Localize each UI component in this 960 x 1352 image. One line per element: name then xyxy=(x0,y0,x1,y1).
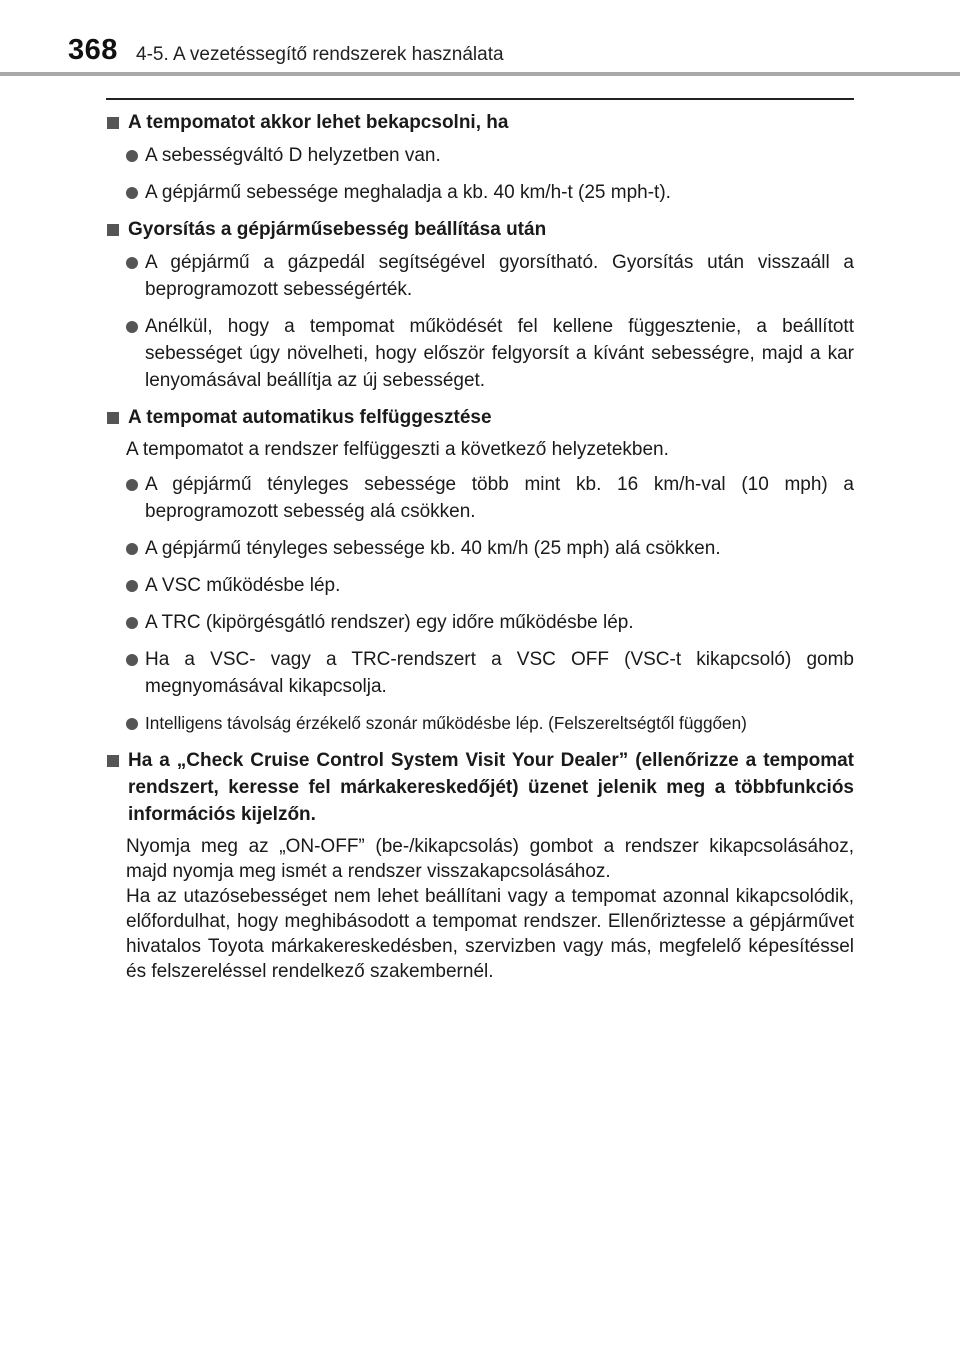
section-heading-text: A tempomat automatikus felfüggesztése xyxy=(128,407,492,428)
page-number: 368 xyxy=(68,34,118,66)
square-bullet-icon xyxy=(107,117,119,129)
bullet-item xyxy=(106,179,854,206)
round-bullet-icon xyxy=(126,479,138,491)
square-bullet-icon xyxy=(107,412,119,424)
body-paragraph: Nyomja meg az „ON-OFF” (be-/kikapcsolás) gombot a rendszer kikapcsolásához, majd nyomja meg ismét a rendszer visszakapcsolásához. xyxy=(126,836,854,882)
bullet-item xyxy=(106,471,854,525)
section-intro: A tempomatot a rendszer felfüggeszti a következő helyzetekben. xyxy=(126,439,669,460)
bullet-item xyxy=(106,249,854,303)
chapter-title: 4-5. A vezetéssegítő rendszerek használata xyxy=(136,44,504,65)
bullet-item xyxy=(106,142,854,169)
section-heading xyxy=(106,216,854,243)
round-bullet-icon xyxy=(126,187,138,199)
bullet-text: Ha a VSC- vagy a TRC-rendszert a VSC OFF (VSC-t kikapcsoló) gomb megnyomásával kikapcsolja. xyxy=(145,649,854,697)
bullet-text: A gépjármű tényleges sebessége több mint kb. 16 km/h-val (10 mph) a beprogramozott sebesség alá csökken. xyxy=(145,474,854,522)
bullet-text: Intelligens távolság érzékelő szonár működésbe lép. (Felszereltségtől függően) xyxy=(145,713,747,733)
round-bullet-icon xyxy=(126,150,138,162)
content-top-rule xyxy=(106,98,854,100)
bullet-text: A TRC (kipörgésgátló rendszer) egy időre működésbe lép. xyxy=(145,612,634,633)
section-heading-text: A tempomatot akkor lehet bekapcsolni, ha xyxy=(128,112,509,133)
round-bullet-icon xyxy=(126,617,138,629)
bullet-text: A VSC működésbe lép. xyxy=(145,575,341,596)
page-content xyxy=(106,109,854,984)
bullet-item xyxy=(106,646,854,700)
bullet-item xyxy=(106,609,854,636)
bullet-text: A gépjármű a gázpedál segítségével gyorsítható. Gyorsítás után visszaáll a beprogramozott sebességérték. xyxy=(145,252,854,300)
page-header xyxy=(0,0,960,80)
round-bullet-icon xyxy=(126,257,138,269)
square-bullet-icon xyxy=(107,755,119,767)
body-paragraph: Ha az utazósebességet nem lehet beállítani vagy a tempomat azonnal kikapcsolódik, előfordulhat, hogy meghibásodott a tempomat rendszer. Ellenőriztesse a gépjárművet hivatalos Toyota márkakereskedésben, szervizben vagy más, megfelelő képesítéssel és felszereléssel rendelkező szakembernél. xyxy=(126,886,854,982)
bullet-item xyxy=(106,572,854,599)
section-heading-text: Gyorsítás a gépjárműsebesség beállítása után xyxy=(128,219,547,240)
bullet-item xyxy=(106,710,854,737)
bullet-text: A sebességváltó D helyzetben van. xyxy=(145,145,441,166)
section-heading xyxy=(106,747,854,828)
bullet-item xyxy=(106,313,854,394)
square-bullet-icon xyxy=(107,224,119,236)
bullet-item xyxy=(106,535,854,562)
round-bullet-icon xyxy=(126,718,138,730)
bullet-text: A gépjármű tényleges sebessége kb. 40 km/h (25 mph) alá csökken. xyxy=(145,538,721,559)
round-bullet-icon xyxy=(126,580,138,592)
round-bullet-icon xyxy=(126,654,138,666)
section-heading xyxy=(106,404,854,431)
round-bullet-icon xyxy=(126,543,138,555)
section-heading-text: Ha a „Check Cruise Control System Visit Your Dealer” (ellenőrizze a tempomat rendszert, keresse fel márkakereskedőjét) üzenet jelenik meg a többfunkciós információs kijelzőn. xyxy=(128,750,854,825)
header-rule xyxy=(0,72,960,76)
bullet-text: Anélkül, hogy a tempomat működését fel kellene függesztenie, a beállított sebességet úgy növelheti, hogy először felgyorsít a kívánt sebességre, majd a kar lenyomásával beállítja az új sebességet. xyxy=(145,316,854,391)
section-heading xyxy=(106,109,854,136)
bullet-text: A gépjármű sebessége meghaladja a kb. 40 km/h-t (25 mph-t). xyxy=(145,182,671,203)
round-bullet-icon xyxy=(126,321,138,333)
